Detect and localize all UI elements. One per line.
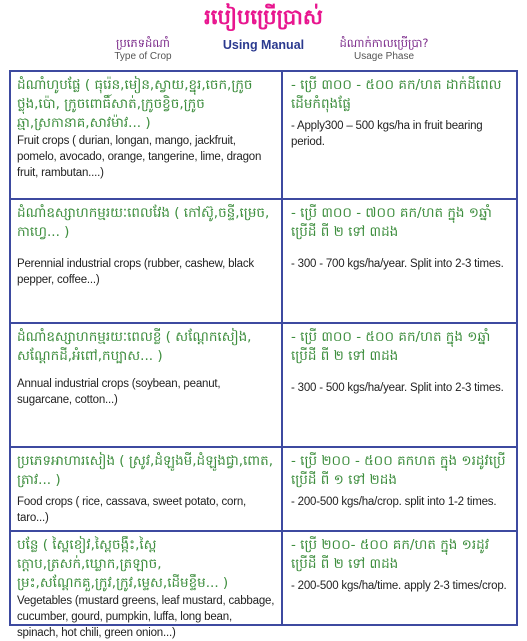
crop-type-km: ដំណាំហូបផ្លែ ( ធុរ៉េន,មៀន,ស្វាយ,ខ្នុរ,ចេក,ក្រូចថ្លុង,ប៉ោ, ក្រូចពោធិ៍សាត់,ក្រូចខ្វិច,ក្រូចឆ្មា,ស្រកានាគ,សាវម៉ាវ... ): [17, 77, 253, 131]
crop-type-cell: [11, 72, 283, 198]
usage-phase-cell: [283, 200, 516, 322]
usage-phase-en: - 300 - 700 kgs/ha/year. Split into 2-3 times.: [291, 258, 504, 270]
crop-type-en: Food crops ( rice, cassava, sweet potato, corn, taro...): [17, 496, 247, 524]
crop-type-en: Fruit crops ( durian, longan, mango, jackfruit, pomelo, avocado, orange, tangerine, lime, dragon fruit, rambutan....): [17, 135, 262, 179]
table-row: [11, 448, 516, 532]
crop-type-en: Annual industrial crops (soybean, peanut, sugarcane, cotton...): [17, 378, 221, 406]
crop-type-cell: [11, 200, 283, 322]
crop-type-km: ដំណាំឧស្សាហកម្មរយៈពេលខ្លី ( សណ្តែកសៀង, សណ្តែកដី,អំពៅ,កប្បាស... ): [17, 329, 252, 364]
usage-phase-cell: [283, 448, 516, 530]
crop-type-km: ប្រភេទអាហារសៀង ( ស្រូវ,ដំឡូងមី,ដំឡូងជ្វា,ពោត, ត្រាវ... ): [17, 453, 273, 488]
column-header-usage-phase-en: Usage Phase: [353, 51, 415, 62]
column-header-usage-phase-km: ដំណាក់កាលប្រើប្រា?: [339, 36, 429, 50]
header: [0, 0, 527, 70]
usage-phase-en: - 300 - 500 kgs/ha/year. Split into 2-3 times.: [291, 382, 504, 394]
crop-type-km: ដំណាំឧស្សាហកម្មរយៈពេលវែង ( កៅស៊ូ,ចន្ទី,ម្រេច, កាហ្វេ... ): [17, 205, 270, 240]
column-header-crop-type-km: ប្រភេទដំណាំ: [116, 36, 170, 50]
crop-type-cell: [11, 324, 283, 446]
usage-phase-en: - 200-500 kgs/ha/time. apply 2-3 times/crop.: [291, 580, 507, 592]
crop-type-km: បន្លែ ( ស្ពៃខៀវ,ស្ពៃចង្កឹះ,ស្ពៃក្តោប,ត្រសក់,ឃ្លោក,ត្រឡាច, ម្រះ,សណ្តែកគួ,ក្រូវ,ក្រូវ,ម្ទេស,ដើមខ្ទឹម... ): [17, 537, 229, 591]
usage-phase-km: - ប្រើ ៣០០ - ៥០០ គក/ហត ដាក់ដីពេលដើមកំពុងផ្លែ: [291, 77, 502, 112]
usage-phase-km: - ប្រើ ៣០០ - ៧០០ គក/ហត ក្នុង ១ឆ្នាំ ប្រើដី ពី ២ ទៅ ៣ដង: [291, 205, 492, 240]
table-row: [11, 532, 516, 639]
page-title-english: Using Manual: [222, 38, 305, 52]
crop-type-en: Vegetables (mustard greens, leaf mustard, cabbage, cucumber, gourd, pumpkin, luffa, long bean, spinach, hot chili, green onion...): [17, 595, 275, 639]
usage-phase-km: - ប្រើ ៣០០ - ៥០០ គក/ហត ក្នុង ១ឆ្នាំ ប្រើដី ពី ២ ទៅ ៣ដង: [291, 329, 491, 364]
column-header-usage-phase: [284, 36, 484, 63]
usage-phase-cell: [283, 532, 516, 624]
crop-type-cell: [11, 448, 283, 530]
usage-phase-cell: [283, 324, 516, 446]
table-row: [11, 72, 516, 200]
usage-phase-km: - ប្រើ ២០០ - ៥០០ គកហត ក្នុង ១រដូវប្រើ ប្រើដី ពី ១ ទៅ ២ដង: [291, 453, 506, 488]
column-header-crop-type-en: Type of Crop: [114, 51, 172, 62]
crop-type-cell: [11, 532, 283, 639]
table-row: [11, 200, 516, 324]
page-title-khmer: របៀបប្រើប្រាស់: [204, 5, 323, 29]
usage-phase-en: - 200-500 kgs/ha/crop. split into 1-2 times.: [291, 496, 497, 508]
usage-phase-cell: [283, 72, 516, 198]
usage-table: [9, 70, 518, 639]
crop-type-en: Perennial industrial crops (rubber, cashew, black pepper, coffee...): [17, 258, 254, 286]
usage-phase-km: - ប្រើ ២០០- ៥០០ គក/ហត ក្នុង ១រដូវ ប្រើដី ពី ២ ទៅ ៣ដង: [291, 537, 489, 572]
table-row: [11, 324, 516, 448]
usage-phase-en: - Apply300 – 500 kgs/ha in fruit bearing period.: [291, 120, 483, 148]
